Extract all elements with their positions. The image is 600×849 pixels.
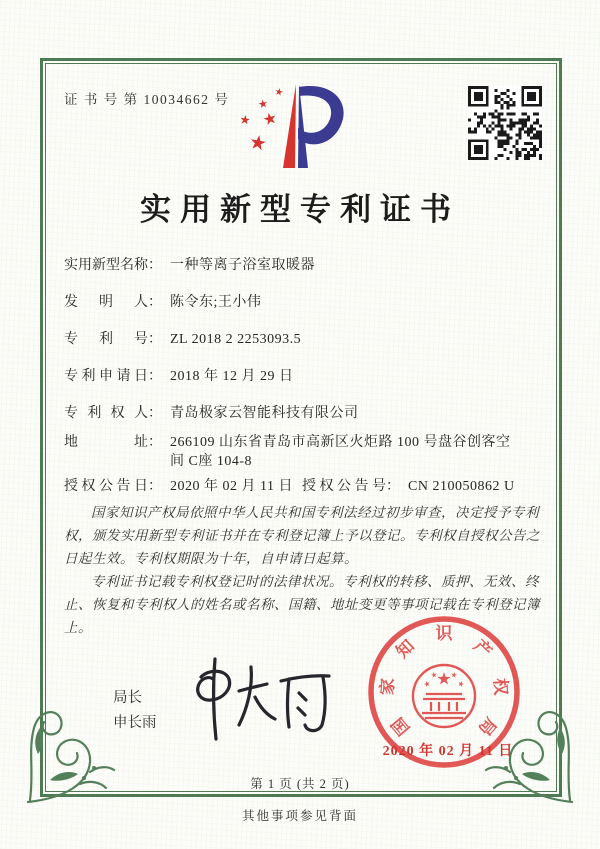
field-value: 青岛极家云智能科技有限公司 (170, 406, 359, 421)
field-value: CN 210050862 U (408, 479, 515, 494)
field-value: 一种等离子浴室取暖器 (170, 258, 315, 273)
page-title: 实用新型专利证书 (140, 192, 460, 227)
svg-text:产: 产 (470, 636, 496, 662)
svg-text:局: 局 (474, 713, 501, 739)
field-label: 专利号 (64, 332, 148, 347)
qr-code (468, 86, 542, 160)
field-value: 266109 山东省青岛市高新区火炬路 100 号盘谷创客空间 C座 104-8 (170, 435, 511, 469)
legal-paragraph: 国家知识产权局依照中华人民共和国专利法经过初步审查，决定授予专利权，颁发实用新型专利证书并在专利登记簿上予以登记。专利权自授权公告之日起生效。专利权期限为十年，自申请日起算。 (64, 505, 540, 566)
svg-text:国: 国 (387, 713, 414, 739)
field-label: 授权公告日 (64, 479, 148, 494)
signer-post: 局长 (113, 690, 142, 706)
page-number: 第 1 页 (共 2 页) (250, 777, 350, 791)
signer-name: 申长雨 (113, 715, 157, 731)
svg-text:知: 知 (392, 636, 418, 662)
field-label: 专利申请日 (64, 369, 148, 384)
field-label: 实用新型名称 (64, 258, 148, 273)
field-label: 专利权人 (64, 406, 148, 421)
field-value: 陈令东;王小伟 (170, 295, 262, 310)
signature-block (113, 686, 157, 736)
field-label: 地址 (64, 435, 148, 450)
svg-text:识: 识 (435, 624, 453, 643)
field-label: 授权公告号 (302, 479, 386, 494)
field-row: 发明人： 陈令东;王小伟 (64, 295, 262, 310)
field-label: 发明人 (64, 295, 148, 310)
field-row: 专利号： ZL 2018 2 2253093.5 (64, 332, 302, 347)
field-row: 地址： 266109 山东省青岛市高新区火炬路 100 号盘谷创客空间 C座 104-8 (64, 433, 544, 471)
legal-paragraph: 专利证书记载专利权登记时的法律状况。专利权的转移、质押、无效、终止、恢复和专利权人的姓名或名称、国籍、地址变更等事项记载在专利登记簿上。 (64, 574, 540, 635)
seal-date: 2020 年 02 月 11 日 (382, 744, 514, 759)
handwritten-signature-icon (185, 653, 335, 748)
cnipa-logo-icon (235, 80, 360, 172)
national-emblem-icon (413, 665, 475, 727)
field-row: 专利申请日： 2018 年 12 月 29 日 (64, 369, 294, 384)
field-row: 授权公告日： 2020 年 02 月 11 日 授权公告号： CN 210050862 U (64, 479, 515, 494)
field-value: ZL 2018 2 2253093.5 (170, 332, 302, 347)
svg-text:权: 权 (490, 677, 511, 696)
certificate-number: 证 书 号 第 10034662 号 (64, 92, 230, 107)
back-side-note: 其他事项参见背面 (241, 809, 358, 823)
field-value: 2018 年 12 月 29 日 (170, 369, 294, 384)
field-row: 实用新型名称： 一种等离子浴室取暖器 (64, 258, 315, 273)
field-row: 专利权人： 青岛极家云智能科技有限公司 (64, 406, 359, 421)
field-value: 2020 年 02 月 11 日 (170, 479, 293, 494)
svg-text:家: 家 (377, 677, 398, 696)
